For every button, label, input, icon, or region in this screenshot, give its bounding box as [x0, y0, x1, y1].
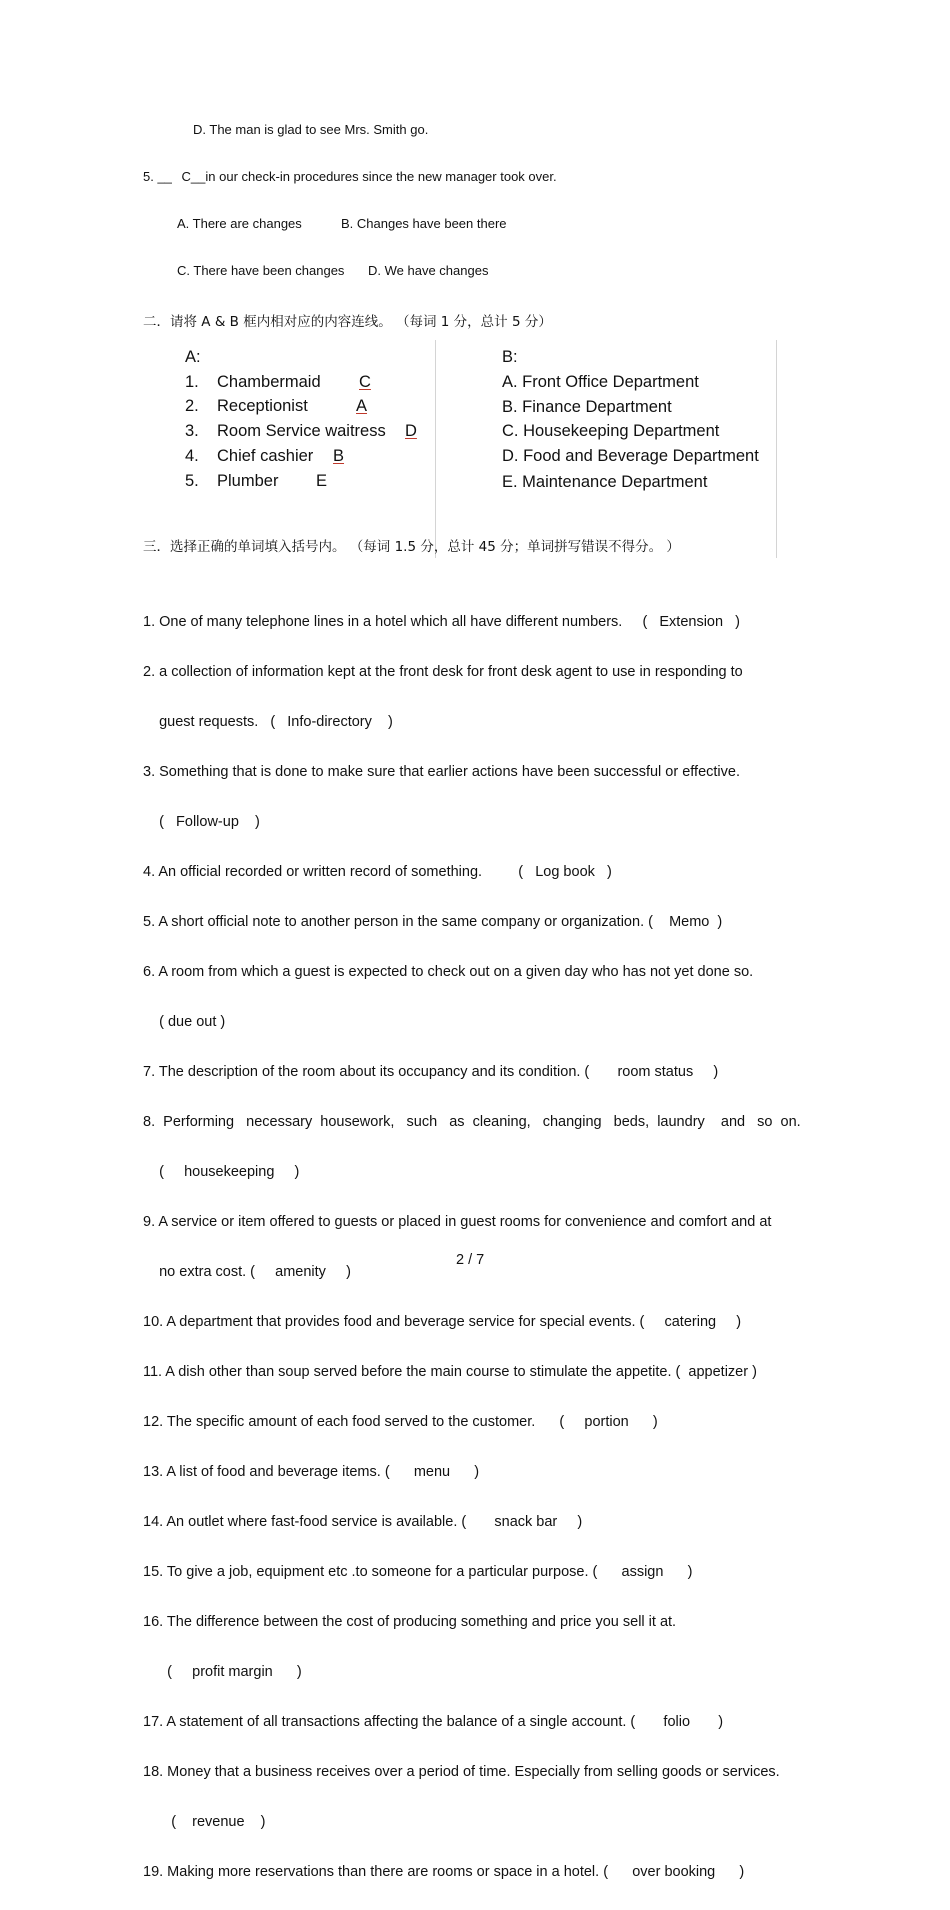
section-3-heading: 三．选择正确的单词填入括号内。 （每词 1.5 分，总计 45 分；单词拼写错误不得分。 ） [143, 539, 680, 555]
list-line: ( profit margin ) [143, 1664, 302, 1680]
list-line: guest requests. ( Info-directory ) [143, 714, 393, 730]
q5-option-b: B. Changes have been there [341, 216, 507, 231]
list-line: 18. Money that a business receives over a period of time. Especially from selling goods or services. [143, 1764, 780, 1780]
q5-option-c: C. There have been changes [177, 263, 345, 278]
list-line: 17. A statement of all transactions affecting the balance of a single account. ( folio ) [143, 1714, 724, 1730]
match-row-a [185, 373, 321, 392]
match-row-a [185, 422, 386, 441]
q5-text: in our check-in procedures since the new manager took over. [205, 169, 557, 184]
list-line: no extra cost. ( amenity ) [143, 1264, 351, 1280]
question-5 [143, 169, 557, 184]
list-line: 2. a collection of information kept at the front desk for front desk agent to use in responding to [143, 664, 743, 680]
a-num: 5. [185, 472, 199, 490]
column-a-header: A: [185, 348, 201, 366]
list-line: ( due out ) [143, 1014, 226, 1030]
list-line: 1. One of many telephone lines in a hotel which all have different numbers. ( Extension ) [143, 614, 740, 630]
page-number: 2 / 7 [456, 1252, 485, 1268]
a-answer: C [359, 373, 371, 391]
b-item: D. Food and Beverage Department [502, 447, 759, 465]
a-answer: A [356, 397, 368, 415]
column-b-header: B: [502, 348, 518, 366]
list-line: 5. A short official note to another person in the same company or organization. ( Memo ) [143, 914, 723, 930]
a-answer: D [405, 422, 417, 440]
a-answer: B [333, 447, 345, 465]
list-line: 15. To give a job, equipment etc .to someone for a particular purpose. ( assign ) [143, 1564, 693, 1580]
a-num: 1. [185, 373, 199, 391]
a-term: Chambermaid [217, 373, 321, 391]
b-item: B. Finance Department [502, 398, 672, 416]
a-num: 3. [185, 422, 199, 440]
q5-number: 5. __ [143, 169, 172, 184]
list-line: 19. Making more reservations than there are rooms or space in a hotel. ( over booking ) [143, 1864, 745, 1880]
list-line: 9. A service or item offered to guests or placed in guest rooms for convenience and comfort and at [143, 1214, 772, 1230]
list-line: 10. A department that provides food and beverage service for special events. ( catering ) [143, 1314, 742, 1330]
a-num: 2. [185, 397, 199, 415]
list-line: 4. An official recorded or written record of something. ( Log book ) [143, 864, 612, 880]
a-answer: E [316, 472, 328, 490]
b-item: A. Front Office Department [502, 373, 699, 391]
q5-option-a: A. There are changes [177, 216, 302, 231]
a-term: Chief cashier [217, 447, 314, 465]
list-line: 13. A list of food and beverage items. ( menu ) [143, 1464, 480, 1480]
list-line: ( housekeeping ) [143, 1164, 300, 1180]
table-divider-right [776, 340, 777, 558]
list-line: ( revenue ) [143, 1814, 266, 1830]
list-line: 11. A dish other than soup served before the main course to stimulate the appetite. ( appetizer ) [143, 1364, 757, 1380]
a-term: Plumber [217, 472, 279, 490]
match-row-a [185, 447, 313, 466]
section-2-heading: 二．请将 A & B 框内相对应的内容连线。 （每词 1 分，总计 5 分） [143, 314, 552, 330]
match-row-a [185, 397, 308, 416]
list-line: 8. Performing necessary housework, such as cleaning, changing beds, laundry and so on. [143, 1114, 801, 1130]
table-divider-middle [435, 340, 436, 558]
match-row-a [185, 472, 278, 491]
list-line: 7. The description of the room about its occupancy and its condition. ( room status ) [143, 1064, 719, 1080]
list-line: ( Follow-up ) [143, 814, 260, 830]
q5-option-d: D. We have changes [368, 263, 489, 278]
a-term: Receptionist [217, 397, 308, 415]
list-line: 12. The specific amount of each food served to the customer. ( portion ) [143, 1414, 658, 1430]
list-line: 3. Something that is done to make sure that earlier actions have been successful or effective. [143, 764, 740, 780]
q5-answer: C__ [181, 169, 206, 184]
b-item: E. Maintenance Department [502, 473, 708, 491]
list-line: 14. An outlet where fast-food service is available. ( snack bar ) [143, 1514, 583, 1530]
a-num: 4. [185, 447, 199, 465]
a-term: Room Service waitress [217, 422, 386, 440]
list-line: 6. A room from which a guest is expected to check out on a given day who has not yet done so. [143, 964, 754, 980]
section-3-list [143, 585, 801, 1910]
list-line: 16. The difference between the cost of producing something and price you sell it at. [143, 1614, 677, 1630]
q4-option-d: D. The man is glad to see Mrs. Smith go. [193, 122, 429, 137]
b-item: C. Housekeeping Department [502, 422, 720, 440]
